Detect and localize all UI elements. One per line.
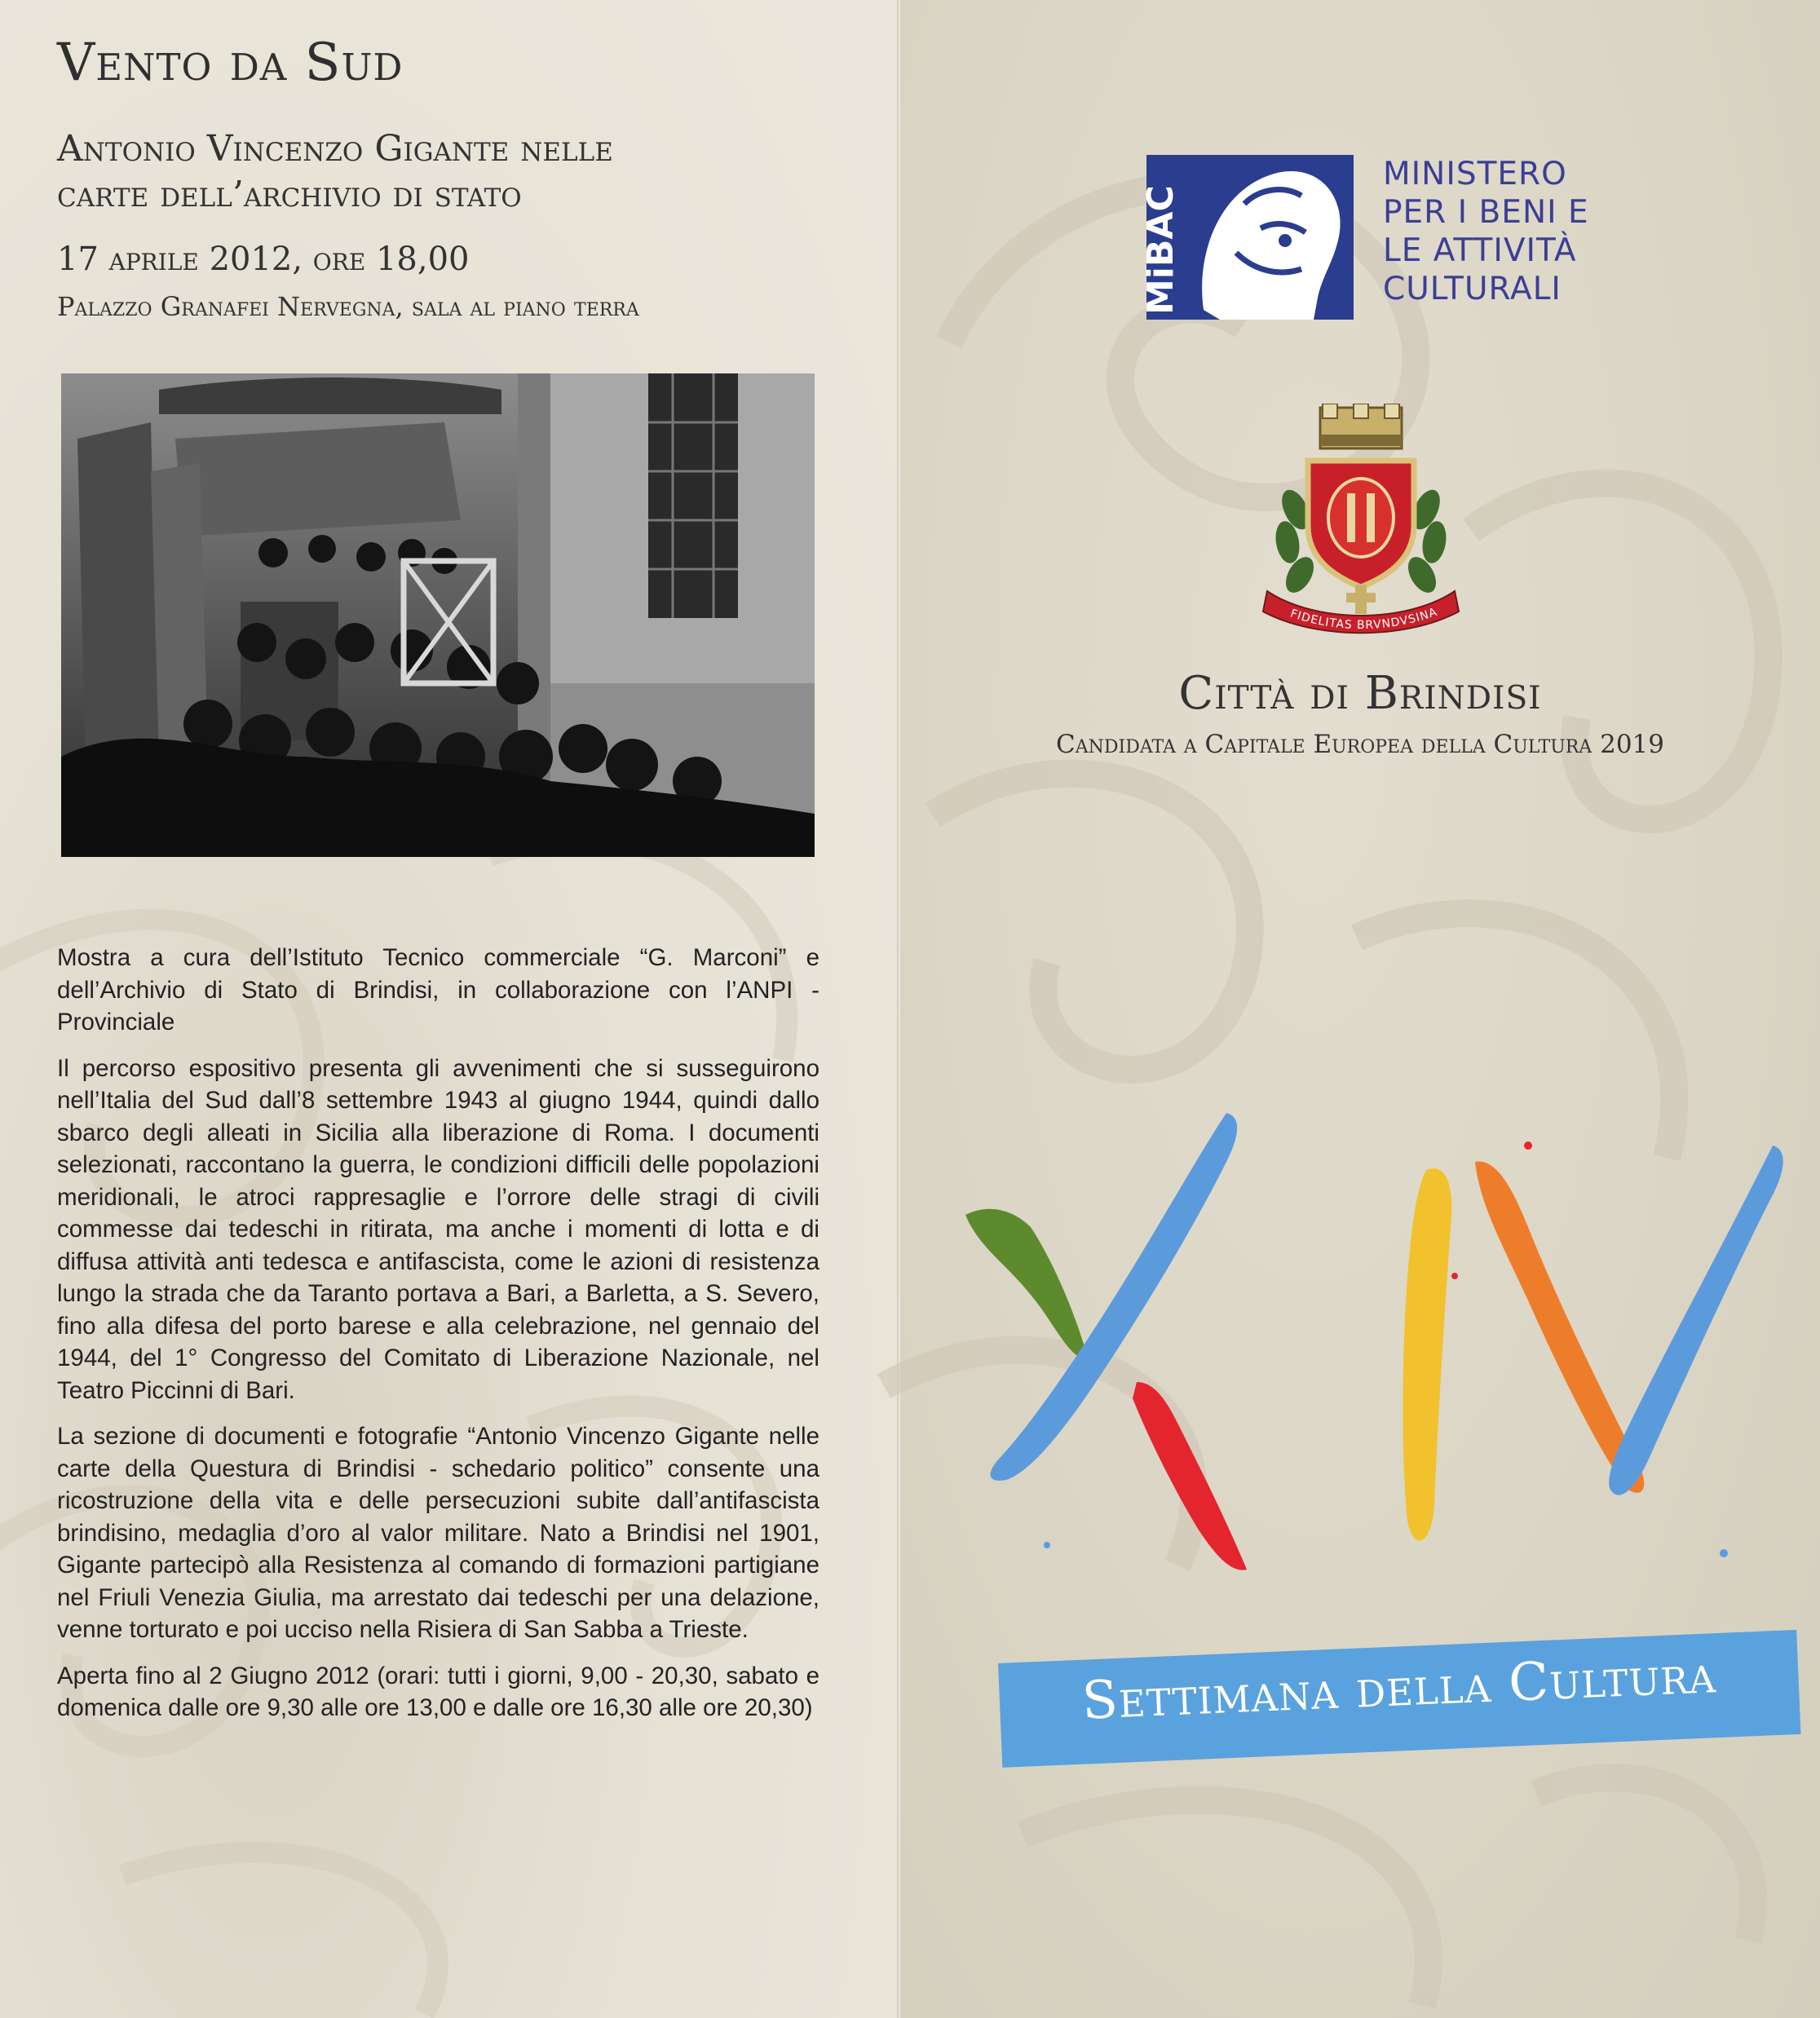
coat-motto: FIDELITAS BRVNDVSINA <box>1288 605 1440 633</box>
paragraph-curators: Mostra a cura dell’Istituto Tecnico commerciale “G. Marconi” e dell’Archivio di Stato di Brindisi, in collaborazione con l’ANPI - Provinciale <box>57 944 819 1035</box>
xiv-brush-logo <box>957 1113 1805 1578</box>
banner-text: Settimana della Cultura <box>1080 1645 1717 1732</box>
right-panel <box>900 0 1820 2018</box>
historical-photo <box>61 373 815 857</box>
paragraph-itinerary: Il percorso espositivo presenta gli avvenimenti che si susseguirono nell’Italia del Sud dall’8 settembre 1943 al giugno 1944, quindi dallo sbarco degli alleati in Sicilia alla liberazione di Roma. I documenti selezionati, raccontano la guerra, le condizioni difficili delle popolazioni meridionali, le atroci rappresaglie e l’orrore delle stragi di civili commesse dai tedeschi in ritirata, ma anche i momenti di lotta e di diffusa attività anti tedesca e antifascista, come le azioni di resistenza lungo la strada che da Taranto portava a Bari, a Barletta, a S. Severo, fino alla difesa del porto barese e alla celebrazione, nel gennaio del 1944, del 1° Congresso del Comitato di Liberazione Nazionale, nel Teatro Piccinni di Bari. <box>57 1054 819 1404</box>
ministry-name <box>1383 155 1589 308</box>
left-panel <box>0 0 900 2018</box>
mibac-head-icon <box>1140 155 1354 320</box>
mibac-logo-text: MiBAC <box>1140 185 1182 315</box>
brindisi-coat-of-arms <box>1251 404 1471 636</box>
subtitle-line-1: Antonio Vincenzo Gigante nelle <box>57 128 613 170</box>
exhibition-description <box>57 942 819 1738</box>
city-tagline: Candidata a Capitale Europea della Cultura 2019 <box>1056 730 1664 759</box>
ministry-line-2: PER I BENI E <box>1383 194 1589 231</box>
paragraph-gigante-section: La sezione di documenti e fotografie “Antonio Vincenzo Gigante nelle carte della Questura di Brindisi - schedario politico” consente una ricostruzione della vita e delle persecuzioni subite dall’antifascista brindisino, medaglia d’oro al valor militare. Nato a Brindisi nel 1901, Gigante partecipò alla Resistenza al comando di formazioni partigiane nel Friuli Venezia Giulia, ma arrestato dai tedeschi per una delazione, venne torturato e poi ucciso nella Risiera di San Sabba a Trieste. <box>57 1423 819 1643</box>
ministry-line-1: MINISTERO <box>1383 156 1567 192</box>
mibac-logo <box>1140 155 1354 320</box>
ministry-line-4: CULTURALI <box>1383 271 1562 307</box>
subtitle-line-2: carte dell’archivio di stato <box>57 174 522 215</box>
event-venue: Palazzo Granafei Nervegna, sala al piano terra <box>57 291 639 322</box>
paragraph-opening-hours: Aperta fino al 2 Giugno 2012 (orari: tutti i giorni, 9,00 - 20,30, sabato e domenica dalle ore 9,30 alle ore 13,00 e dalle ore 16,30 alle ore 20,30) <box>57 1662 819 1721</box>
ministry-line-3: LE ATTIVITÀ <box>1383 232 1577 269</box>
event-date: 17 aprile 2012, ore 18,00 <box>57 241 470 278</box>
exhibition-subtitle <box>57 126 872 218</box>
city-name: Città di Brindisi <box>1178 667 1542 720</box>
exhibition-title: Vento da Sud <box>57 33 404 93</box>
crowd-photo-illustration <box>61 373 815 857</box>
